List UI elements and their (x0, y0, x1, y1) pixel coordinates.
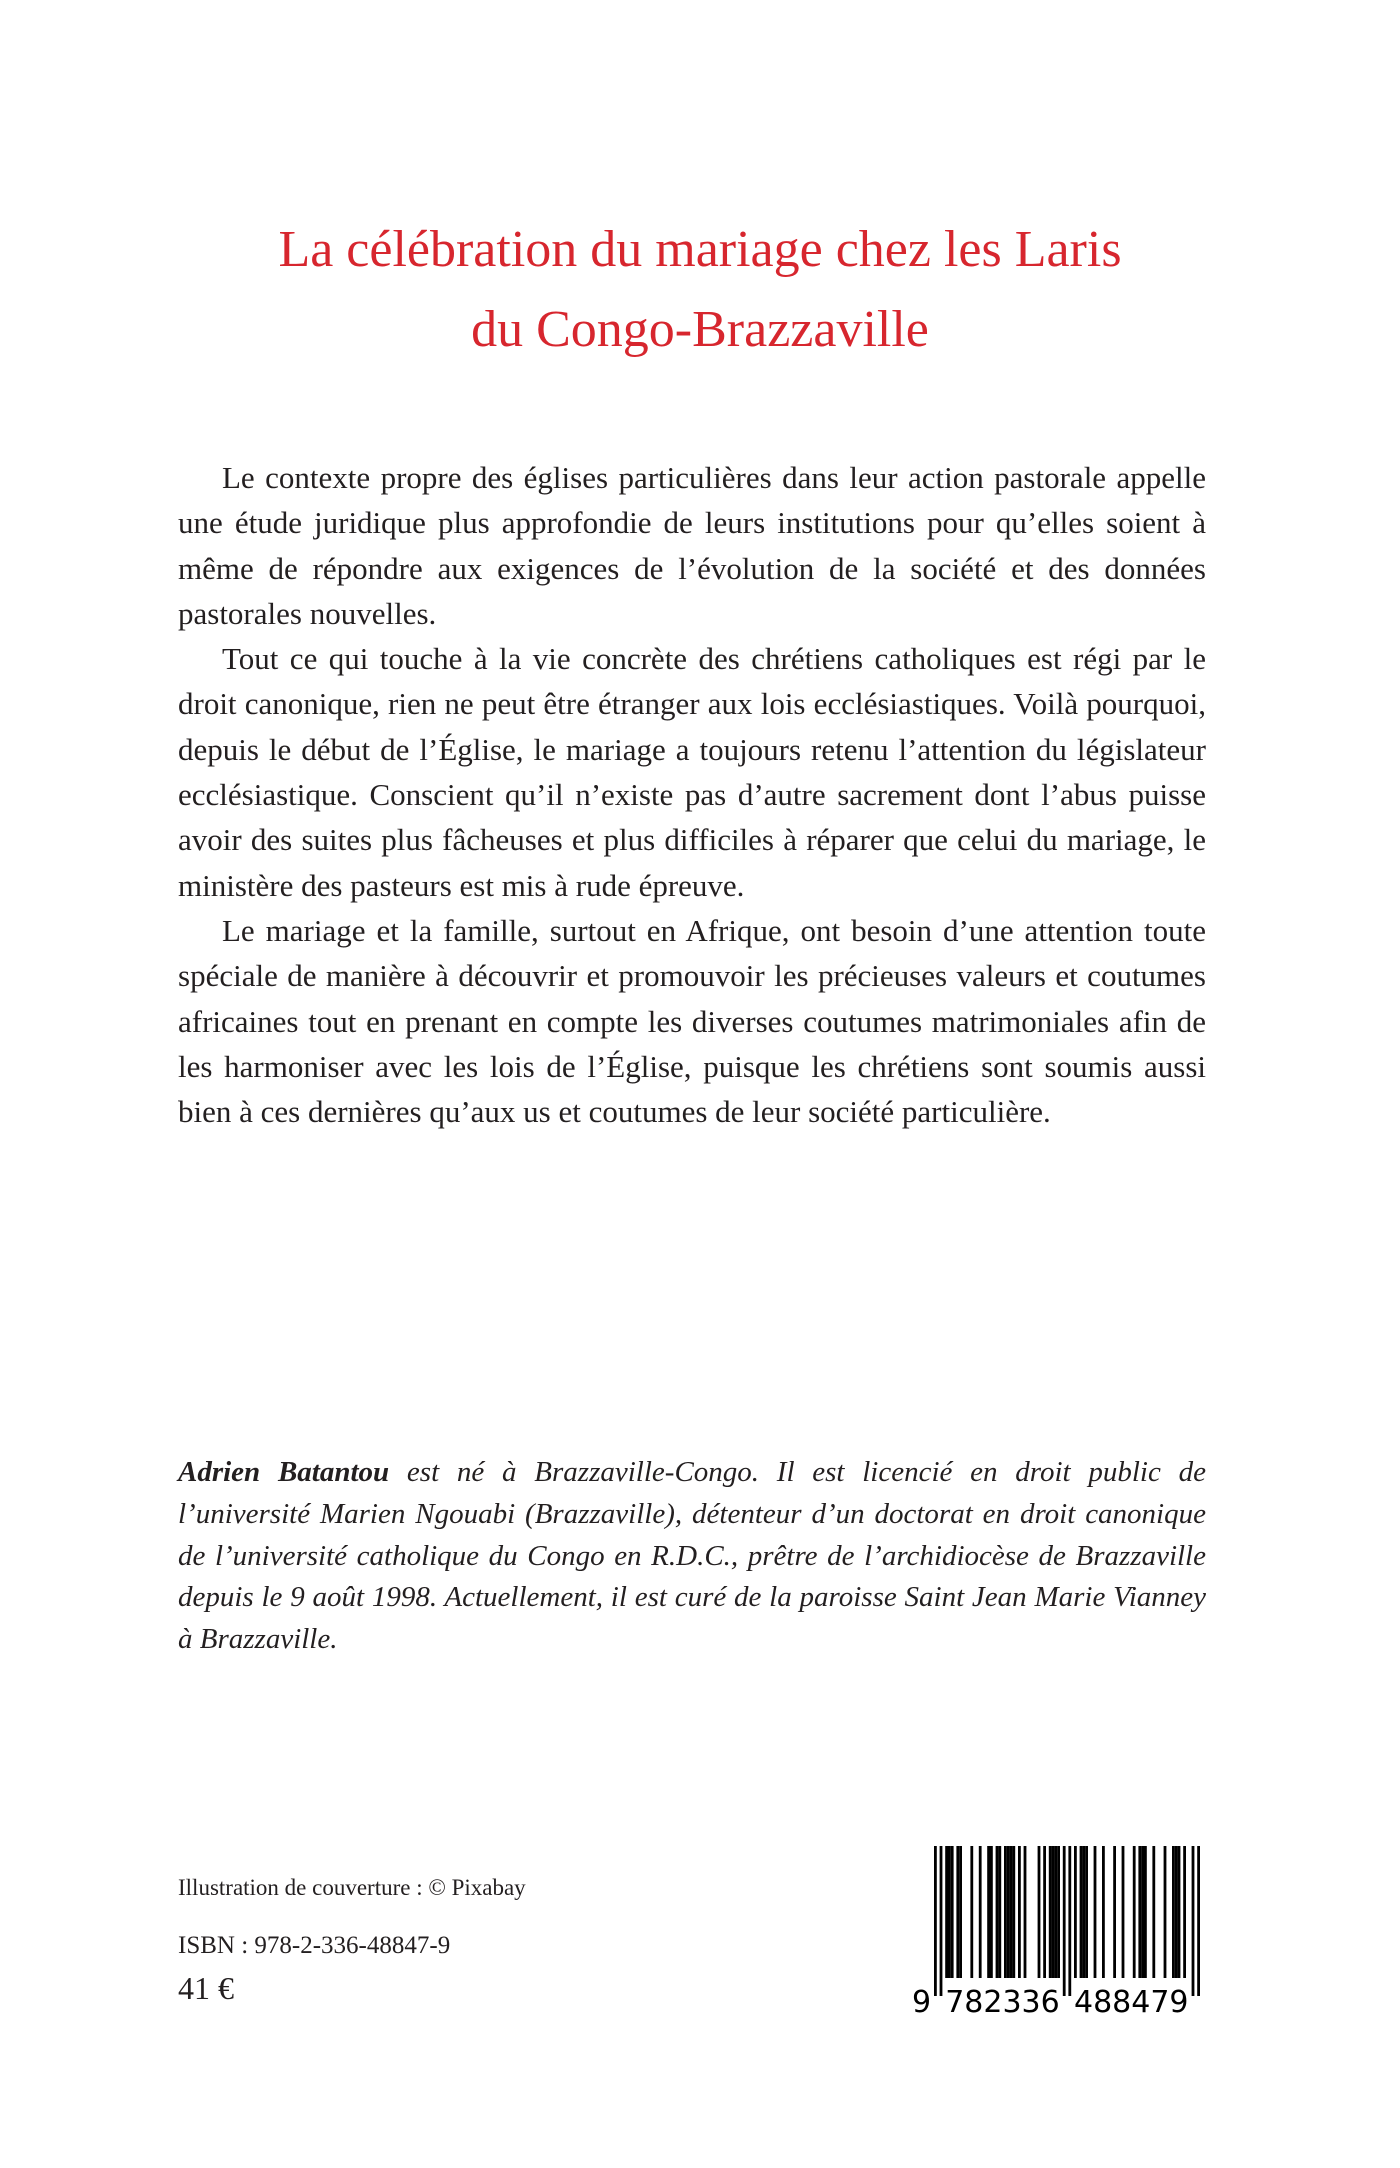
barcode-digits: 782336 (945, 1985, 1060, 2018)
book-summary (178, 455, 1206, 1134)
barcode-bar (959, 1846, 962, 1978)
barcode-bar (1133, 1846, 1136, 1978)
barcode-bar (945, 1846, 948, 1978)
author-bio-text: est né à Brazzaville-Congo. Il est licencié en droit public de l’université Marien Ngouabi (Brazzaville), détenteur d’un doctorat en droit canonique de l’université catholique du Congo en R.D.C., prêtre de l’archidiocèse de Brazzaville depuis le 9 août 1998. Actuellement, il est curé de la paroisse Saint Jean Marie Vianney à Brazzaville. (178, 1456, 1206, 1656)
book-title (0, 210, 1400, 370)
barcode-digits: 488479 (1074, 1985, 1189, 2018)
barcode-bar (1102, 1846, 1105, 1978)
barcode-bar (1164, 1846, 1167, 1978)
barcode-bar (1080, 1846, 1083, 1978)
summary-paragraph: Le contexte propre des églises particulières dans leur action pastorale appelle une étude juridique plus approfondie de leurs institutions pour qu’elles soient à même de répondre aux exigences de l’évolution de la société et des données pastorales nouvelles. (178, 460, 1206, 631)
barcode-bar (1138, 1846, 1141, 1978)
barcode-bar (948, 1846, 951, 1978)
barcode-bar (1049, 1846, 1052, 1978)
barcode-bar (1183, 1846, 1186, 1978)
barcode-bar (970, 1846, 973, 1978)
summary-paragraph: Le mariage et la famille, surtout en Afrique, ont besoin d’une attention toute spéciale de manière à découvrir et promouvoir les précieuses valeurs et coutumes africaines tout en prenant en compte les diverses coutumes matrimoniales afin de les harmoniser avec les lois de l’Église, puisque les chrétiens sont soumis aussi bien à ces dernières qu’aux us et coutumes de leur société particulière. (178, 912, 1206, 1130)
barcode-bar (1094, 1846, 1097, 1978)
barcode-bar (1192, 1846, 1195, 1996)
barcode-digits: 9 (912, 1985, 932, 2018)
barcode-bar (1068, 1846, 1071, 1996)
title-line-1: La célébration du mariage chez les Laris (278, 221, 1122, 278)
summary-paragraph: Tout ce qui touche à la vie concrète des chrétiens catholiques est régi par le droit canonique, rien ne peut être étranger aux lois ecclésiastiques. Voilà pourquoi, depuis le début de l’Église, le mariage a toujours retenu l’attention du législateur ecclésiastique. Conscient qu’il n’existe pas d’autre sacrement dont l’abus puisse avoir des suites plus fâcheuses et plus difficiles à réparer que celui du mariage, le ministère des pasteurs est mis à rude épreuve. (178, 641, 1206, 903)
barcode-bar (940, 1846, 943, 1996)
barcode-bar (1024, 1846, 1027, 1978)
isbn: ISBN : 978-2-336-48847-9 (178, 1932, 451, 1959)
author-name: Adrien Batantou (178, 1456, 390, 1488)
author-bio (178, 1452, 1206, 1661)
barcode-bar (998, 1846, 1001, 1978)
barcode-bar (987, 1846, 990, 1978)
barcode-bar (1082, 1846, 1085, 1978)
isbn-barcode (912, 1846, 1212, 2018)
price: 41 € (178, 1970, 234, 2006)
barcode-bar (1057, 1846, 1060, 1978)
barcode-bar (996, 1846, 999, 1978)
barcode-bar (1010, 1846, 1013, 1978)
barcode-bar (979, 1846, 982, 1978)
barcode-bar (1152, 1846, 1155, 1978)
title-line-2: du Congo-Brazzaville (471, 301, 929, 358)
barcode-bar (1113, 1846, 1116, 1978)
barcode-bar (956, 1846, 959, 1978)
barcode-bar (1052, 1846, 1055, 1978)
barcode-bar (951, 1846, 954, 1978)
barcode-bar (1012, 1846, 1015, 1978)
barcode-bar (1197, 1846, 1200, 1996)
barcode-bar (1074, 1846, 1077, 1978)
barcode-bar (1085, 1846, 1088, 1978)
cover-credit: Illustration de couverture : © Pixabay (178, 1875, 526, 1900)
barcode-bar (1018, 1846, 1021, 1978)
barcode-bar (1007, 1846, 1010, 1978)
barcode-bar (1175, 1846, 1178, 1978)
barcode-bar (1144, 1846, 1147, 1978)
barcode-bar (1043, 1846, 1046, 1978)
barcode-bar (1038, 1846, 1041, 1978)
barcode-bar (1141, 1846, 1144, 1978)
barcode-bar (934, 1846, 937, 1996)
barcode-bar (1178, 1846, 1181, 1978)
barcode-bar (1172, 1846, 1175, 1978)
barcode-bar (1063, 1846, 1066, 1996)
barcode-bar (990, 1846, 993, 1978)
barcode-bar (1122, 1846, 1125, 1978)
barcode-bar (1004, 1846, 1007, 1978)
barcode-bar (1054, 1846, 1057, 1978)
